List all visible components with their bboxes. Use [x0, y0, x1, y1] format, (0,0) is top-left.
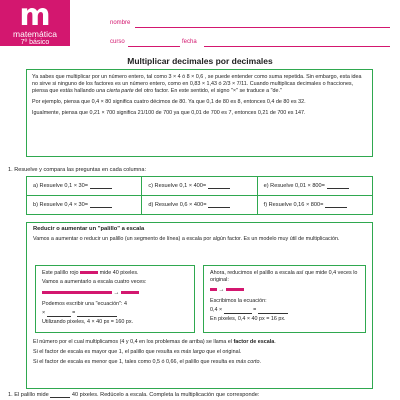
original-stick — [121, 291, 139, 294]
exercise-cell-f[interactable]: f) Resuelve 0,16 × 800= — [257, 196, 372, 215]
nombre-field[interactable] — [135, 27, 390, 28]
scale-description: Vamos a aumentar o reducir un palillo (un segmento de línea) a escala por algún factor. Es un modelo muy útil de multiplicación. — [33, 236, 340, 242]
matematica-logo — [0, 0, 70, 46]
original-stick — [226, 288, 244, 291]
page-title: Multiplicar decimales por decimales — [127, 56, 273, 66]
exercise-cell-c[interactable]: c) Resuelve 0,1 × 400= — [142, 177, 257, 196]
exercise-grid — [26, 176, 373, 215]
intro-box — [26, 69, 373, 157]
intro-paragraph-1: Ya sabes que multiplicar por un número entero, tal como 3 × 4 ó 8 × 0,6 , se puede entender como suma repetida. Sin embargo, esta idea no sirve si ninguno de los factores es un número entero, como en 0,83 × 1,43 ó 2/3 × 7/11. Cuando multiplicas decimales o fracciones, piensa que estás hallando una cierta parte del otro factor. En este sentido, el signo "×" se traduce a "de." — [32, 74, 362, 94]
enlarged-stick — [42, 291, 112, 294]
logo-grade: 7º básico — [20, 39, 50, 46]
arrow-icon: → — [113, 290, 120, 296]
enlarge-instruction: Vamos a aumentarlo a escala cuatro veces: — [42, 279, 147, 285]
scale-box — [26, 222, 373, 389]
reduce-equation-label: Escribimos la ecuación: — [210, 298, 267, 304]
intro-paragraph-2: Por ejemplo, piensa que 0,4 × 80 significa cuatro décimos de 80. Ya que 0,1 de 80 es 8, entonces 0,4 de 80 es 32. — [32, 99, 306, 105]
scale-heading: Reducir o aumentar un "palillo" a escala — [33, 226, 145, 232]
exercise-cell-b[interactable]: b) Resuelve 0,4 × 30= — [27, 196, 142, 215]
scale-conclusion: El número por el cual multiplicamos (4 y 0,4 en los problemas de arriba) se llama el factor de escala. Si el factor de escala es mayor que 1, el palillo que resulta es más largo que el original. Si el factor de escala es menor que 1, tales como 0,5 ó 0,66, el palillo que resulta es más corto. — [33, 339, 276, 365]
reduced-stick — [210, 288, 217, 291]
logo-subject: matemática — [13, 29, 57, 39]
reduce-instruction: Ahora, reducimos el palillo a escala así que mide 0,4 veces lo original: — [210, 270, 358, 283]
reduce-eq-blank-1[interactable] — [224, 313, 252, 314]
reduce-example-box: Ahora, reducimos el palillo a escala así que mide 0,4 veces lo original: → Escribimos la ecuación: 0,4 × = En pixeles, 0,4 × 40 px = 16 px. — [203, 265, 366, 333]
intro-paragraph-3: Igualmente, piensa que 0,21 × 700 significa 21/100 de 700 ya que 0,01 de 700 es 7, entonces 0,21 de 700 es 147. — [32, 110, 306, 116]
exercise-cell-a[interactable]: a) Resuelve 0,1 × 30= — [27, 177, 142, 196]
logo-letter: m — [19, 0, 51, 33]
reduce-pixels-text: En pixeles, 0,4 × 40 px = 16 px. — [210, 316, 286, 322]
fecha-field[interactable] — [204, 46, 390, 47]
question-2-label: 1. El palillo mide 40 pixeles. Redúcelo a escala. Completa la multiplicación que corresponde: — [8, 392, 260, 398]
reduce-eq-blank-2[interactable] — [258, 313, 288, 314]
enlarge-example-box: Este palillo rojo mide 40 pixeles. Vamos a aumentarlo a escala cuatro veces: → Podemos escribir una "ecuación": 4 × = Utilizando pixeles, 4 × 40 px = 160 px. — [35, 265, 195, 333]
nombre-label: nombre — [110, 20, 131, 26]
enlarge-pixels-text: Utilizando pixeles, 4 × 40 px = 160 px. — [42, 319, 134, 325]
curso-field[interactable] — [128, 46, 180, 47]
q2-stick-blank[interactable] — [50, 397, 70, 398]
fecha-label: fecha — [182, 39, 197, 45]
exercise-cell-d[interactable]: d) Resuelve 0,6 × 400= — [142, 196, 257, 215]
arrow-icon: → — [218, 287, 225, 293]
enlarge-eq-blank-2[interactable] — [77, 316, 117, 317]
question-1-label: 1. Resuelve y compara las preguntas en cada columna: — [8, 167, 147, 173]
enlarge-eq-blank-1[interactable] — [47, 316, 71, 317]
red-stick — [80, 271, 98, 274]
exercise-cell-e[interactable]: e) Resuelve 0,01 × 800= — [257, 177, 372, 196]
curso-label: curso — [110, 39, 125, 45]
